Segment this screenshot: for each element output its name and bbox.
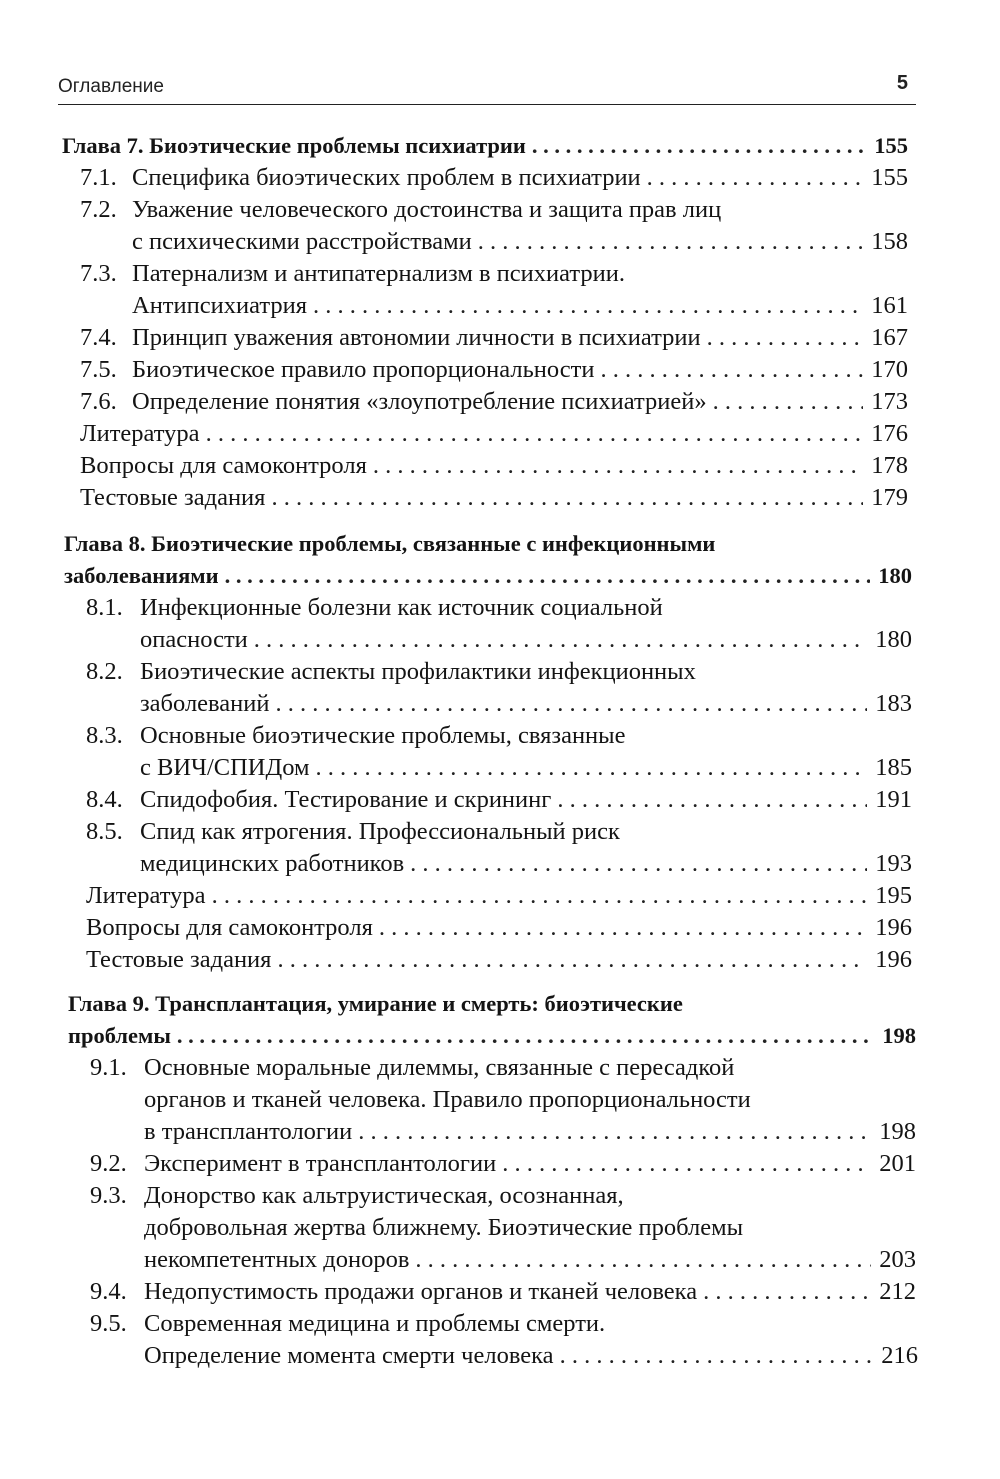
section-7-1-entry	[80, 162, 908, 194]
section-title-line: Донорство как альтруистическая, осознанная,	[144, 1182, 624, 1209]
section-number: 7.4.	[80, 324, 117, 351]
leader-dots	[600, 354, 863, 386]
section-title-line: Антипсихиатрия	[132, 292, 307, 319]
page-number: 173	[871, 388, 908, 415]
section-title: Недопустимость продажи органов и тканей человека	[144, 1278, 698, 1305]
chapter-title-line: проблемы	[68, 1023, 171, 1048]
page-number: 195	[875, 882, 912, 909]
section-number: 9.5.	[90, 1310, 127, 1337]
entry-title: Вопросы для самоконтроля	[80, 452, 367, 479]
leader-dots	[478, 226, 864, 258]
section-7-4-entry	[80, 322, 908, 354]
section-8-5-entry	[86, 816, 912, 848]
section-8-3-continuation	[140, 752, 912, 784]
section-number: 9.3.	[90, 1182, 127, 1209]
section-title-line: Биоэтические аспекты профилактики инфекционных	[140, 658, 696, 685]
questions-entry	[80, 450, 908, 482]
chapter-title-line: Глава 9. Трансплантация, умирание и смерть: биоэтические	[68, 991, 683, 1016]
section-9-1-continuation	[144, 1116, 916, 1148]
section-title: Биоэтическое правило пропорциональности	[132, 356, 595, 383]
section-title-line: с психическими расстройствами	[132, 228, 472, 255]
section-9-3-entry	[90, 1180, 916, 1212]
section-number: 9.4.	[90, 1278, 127, 1305]
page-number: 185	[875, 754, 912, 781]
section-title-line: некомпетентных доноров	[144, 1246, 410, 1273]
section-9-1-entry	[90, 1052, 916, 1084]
section-8-2-entry	[86, 656, 912, 688]
section-title-line: Основные моральные дилеммы, связанные с пересадкой	[144, 1054, 735, 1081]
section-8-1-entry	[86, 592, 912, 624]
page-number: 196	[875, 946, 912, 973]
section-title: Принцип уважения автономии личности в психиатрии	[132, 324, 701, 351]
page-number: 180	[875, 626, 912, 653]
section-title-line: Инфекционные болезни как источник социальной	[140, 594, 663, 621]
literature-entry	[80, 418, 908, 450]
page-number: 191	[875, 786, 912, 813]
page-number: 203	[879, 1246, 916, 1273]
page-number: 201	[879, 1150, 916, 1177]
section-number: 7.6.	[80, 388, 117, 415]
entry-title: Тестовые задания	[80, 484, 266, 511]
section-9-2-entry	[90, 1148, 916, 1180]
tests-entry	[86, 944, 912, 976]
section-9-5-continuation	[144, 1340, 918, 1372]
chapter-title: Глава 7. Биоэтические проблемы психиатрии	[62, 133, 526, 158]
section-title: Эксперимент в трансплантологии	[144, 1150, 497, 1177]
running-header	[58, 70, 916, 105]
section-number: 8.3.	[86, 722, 123, 749]
section-title-line: добровольная жертва ближнему. Биоэтические проблемы	[144, 1214, 744, 1241]
page-number: 158	[871, 228, 908, 255]
leader-dots	[532, 130, 866, 162]
chapter-title-line: Глава 8. Биоэтические проблемы, связанные с инфекционными	[64, 531, 716, 556]
leader-dots	[271, 482, 863, 514]
page-number: 193	[875, 850, 912, 877]
section-number: 8.5.	[86, 818, 123, 845]
page-number: 176	[871, 420, 908, 447]
section-title-line: с ВИЧ/СПИДом	[140, 754, 310, 781]
section-title-line: Уважение человеческого достоинства и защита прав лиц	[132, 196, 722, 223]
section-8-4-entry	[86, 784, 912, 816]
leader-dots	[313, 290, 863, 322]
entry-title: Литература	[86, 882, 206, 909]
section-title-line: опасности	[140, 626, 248, 653]
leader-dots	[254, 624, 867, 656]
section-7-3-entry	[80, 258, 908, 290]
leader-dots	[358, 1116, 871, 1148]
section-8-3-entry	[86, 720, 912, 752]
page-number: 167	[871, 324, 908, 351]
page-number: 179	[871, 484, 908, 511]
questions-entry	[86, 912, 912, 944]
section-9-1-line-2	[144, 1084, 916, 1116]
section-title-line: Определение момента смерти человека	[144, 1342, 554, 1369]
entry-title: Тестовые задания	[86, 946, 272, 973]
literature-entry	[86, 880, 912, 912]
header-page-number: 5	[896, 72, 908, 94]
page-number: 170	[871, 356, 908, 383]
section-7-3-continuation	[132, 290, 908, 322]
leader-dots	[206, 418, 864, 450]
section-7-5-entry	[80, 354, 908, 386]
leader-dots	[276, 688, 868, 720]
section-number: 8.2.	[86, 658, 123, 685]
section-number: 7.1.	[80, 164, 117, 191]
section-7-2-continuation	[132, 226, 908, 258]
leader-dots	[647, 162, 864, 194]
page-number: 196	[875, 914, 912, 941]
section-title-line: заболеваний	[140, 690, 270, 717]
leader-dots	[379, 912, 867, 944]
section-number: 8.4.	[86, 786, 123, 813]
page-number: 155	[871, 164, 908, 191]
leader-dots	[316, 752, 868, 784]
leader-dots	[502, 1148, 871, 1180]
leader-dots	[177, 1020, 874, 1052]
page-number: 212	[879, 1278, 916, 1305]
section-title-line: медицинских работников	[140, 850, 405, 877]
section-number: 7.2.	[80, 196, 117, 223]
chapter-7-entry	[62, 130, 908, 162]
section-number: 8.1.	[86, 594, 123, 621]
section-title: Определение понятия «злоупотребление психиатрией»	[132, 388, 707, 415]
section-number: 7.3.	[80, 260, 117, 287]
section-title-line: органов и тканей человека. Правило пропорциональности	[144, 1086, 751, 1113]
page-number: 178	[871, 452, 908, 479]
section-title-line: Современная медицина и проблемы смерти.	[144, 1310, 606, 1337]
chapter-9-continuation	[68, 1020, 916, 1052]
header-title: Оглавление	[58, 76, 164, 97]
chapter-title-line: заболеваниями	[64, 563, 219, 588]
section-8-2-continuation	[140, 688, 912, 720]
tests-entry	[80, 482, 908, 514]
page-number: 161	[871, 292, 908, 319]
section-title: Спидофобия. Тестирование и скрининг	[140, 786, 552, 813]
entry-title: Вопросы для самоконтроля	[86, 914, 373, 941]
leader-dots	[703, 1276, 871, 1308]
page-number: 155	[874, 133, 908, 158]
section-number: 9.2.	[90, 1150, 127, 1177]
chapter-8-entry	[64, 528, 910, 560]
section-9-3-line-2	[144, 1212, 916, 1244]
section-number: 9.1.	[90, 1054, 127, 1081]
section-title-line: Спид как ятрогения. Профессиональный риск	[140, 818, 620, 845]
section-9-4-entry	[90, 1276, 916, 1308]
section-7-2-entry	[80, 194, 908, 226]
page-number: 216	[881, 1342, 918, 1369]
section-9-5-entry	[90, 1308, 916, 1340]
page-number: 180	[878, 563, 912, 588]
leader-dots	[277, 944, 867, 976]
entry-title: Литература	[80, 420, 200, 447]
leader-dots	[560, 1340, 874, 1372]
chapter-9-entry	[68, 988, 914, 1020]
leader-dots	[557, 784, 867, 816]
page-number: 183	[875, 690, 912, 717]
page-number: 198	[882, 1023, 916, 1048]
section-title: Специфика биоэтических проблем в психиатрии	[132, 164, 641, 191]
leader-dots	[415, 1244, 871, 1276]
leader-dots	[713, 386, 864, 418]
leader-dots	[212, 880, 868, 912]
leader-dots	[373, 450, 863, 482]
leader-dots	[410, 848, 867, 880]
section-title-line: Основные биоэтические проблемы, связанные	[140, 722, 626, 749]
leader-dots	[707, 322, 864, 354]
section-title-line: Патернализм и антипатернализм в психиатрии.	[132, 260, 625, 287]
section-8-5-continuation	[140, 848, 912, 880]
page-number: 198	[879, 1118, 916, 1145]
section-number: 7.5.	[80, 356, 117, 383]
leader-dots	[225, 560, 871, 592]
chapter-8-continuation	[64, 560, 912, 592]
section-8-1-continuation	[140, 624, 912, 656]
section-7-6-entry	[80, 386, 908, 418]
section-9-3-continuation	[144, 1244, 916, 1276]
section-title-line: в трансплантологии	[144, 1118, 353, 1145]
